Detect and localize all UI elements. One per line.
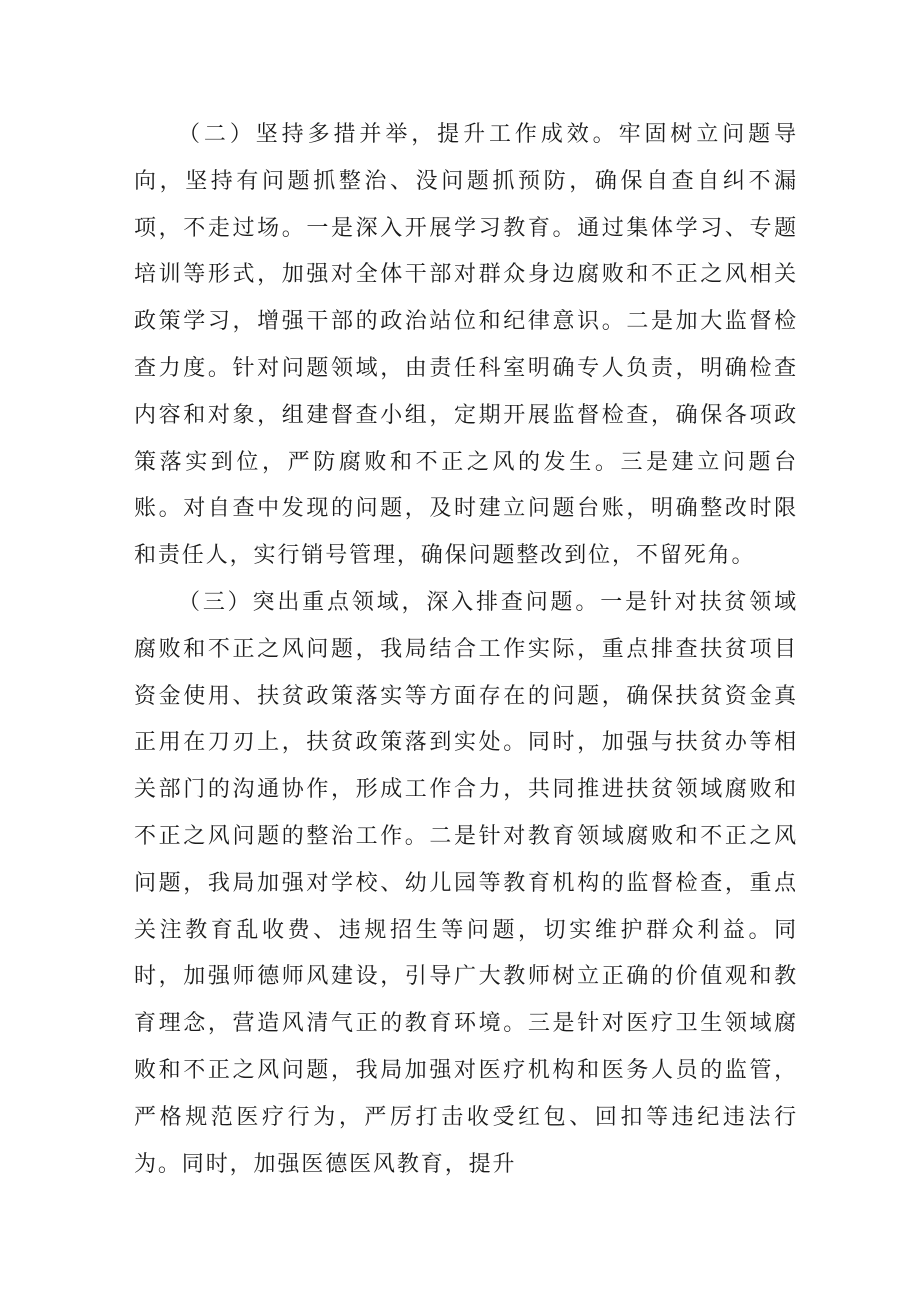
document-paragraph-3: （三）突出重点领域，深入排查问题。一是针对扶贫领域腐败和不正之风问题，我局结合工作实际，重点排查扶贫项目资金使用、扶贫政策落实等方面存在的问题，确保扶贫资金真正用在刀刃上，扶贫政策落到实处。同时，加强与扶贫办等相关部门的沟通协作，形成工作合力，共同推进扶贫领域腐败和不正之风问题的整治工作。二是针对教育领域腐败和不正之风问题，我局加强对学校、幼儿园等教育机构的监督检查，重点关注教育乱收费、违规招生等问题，切实维护群众利益。同时，加强师德师风建设，引导广大教师树立正确的价值观和教育理念，营造风清气正的教育环境。三是针对医疗卫生领域腐败和不正之风问题，我局加强对医疗机构和医务人员的监管，严格规范医疗行为，严厉打击收受红包、回扣等违纪违法行为。同时，加强医德医风教育，提升 xyxy=(134,589,798,1177)
document-page xyxy=(134,112,798,1188)
document-paragraph-2: （二）坚持多措并举，提升工作成效。牢固树立问题导向，坚持有问题抓整治、没问题抓预防，确保自查自纠不漏项，不走过场。一是深入开展学习教育。通过集体学习、专题培训等形式，加强对全体干部对群众身边腐败和不正之风相关政策学习，增强干部的政治站位和纪律意识。二是加大监督检查力度。针对问题领域，由责任科室明确专人负责，明确检查内容和对象，组建督查小组，定期开展监督检查，确保各项政策落实到位，严防腐败和不正之风的发生。三是建立问题台账。对自查中发现的问题，及时建立问题台账，明确整改时限和责任人，实行销号管理，确保问题整改到位，不留死角。 xyxy=(134,122,798,569)
